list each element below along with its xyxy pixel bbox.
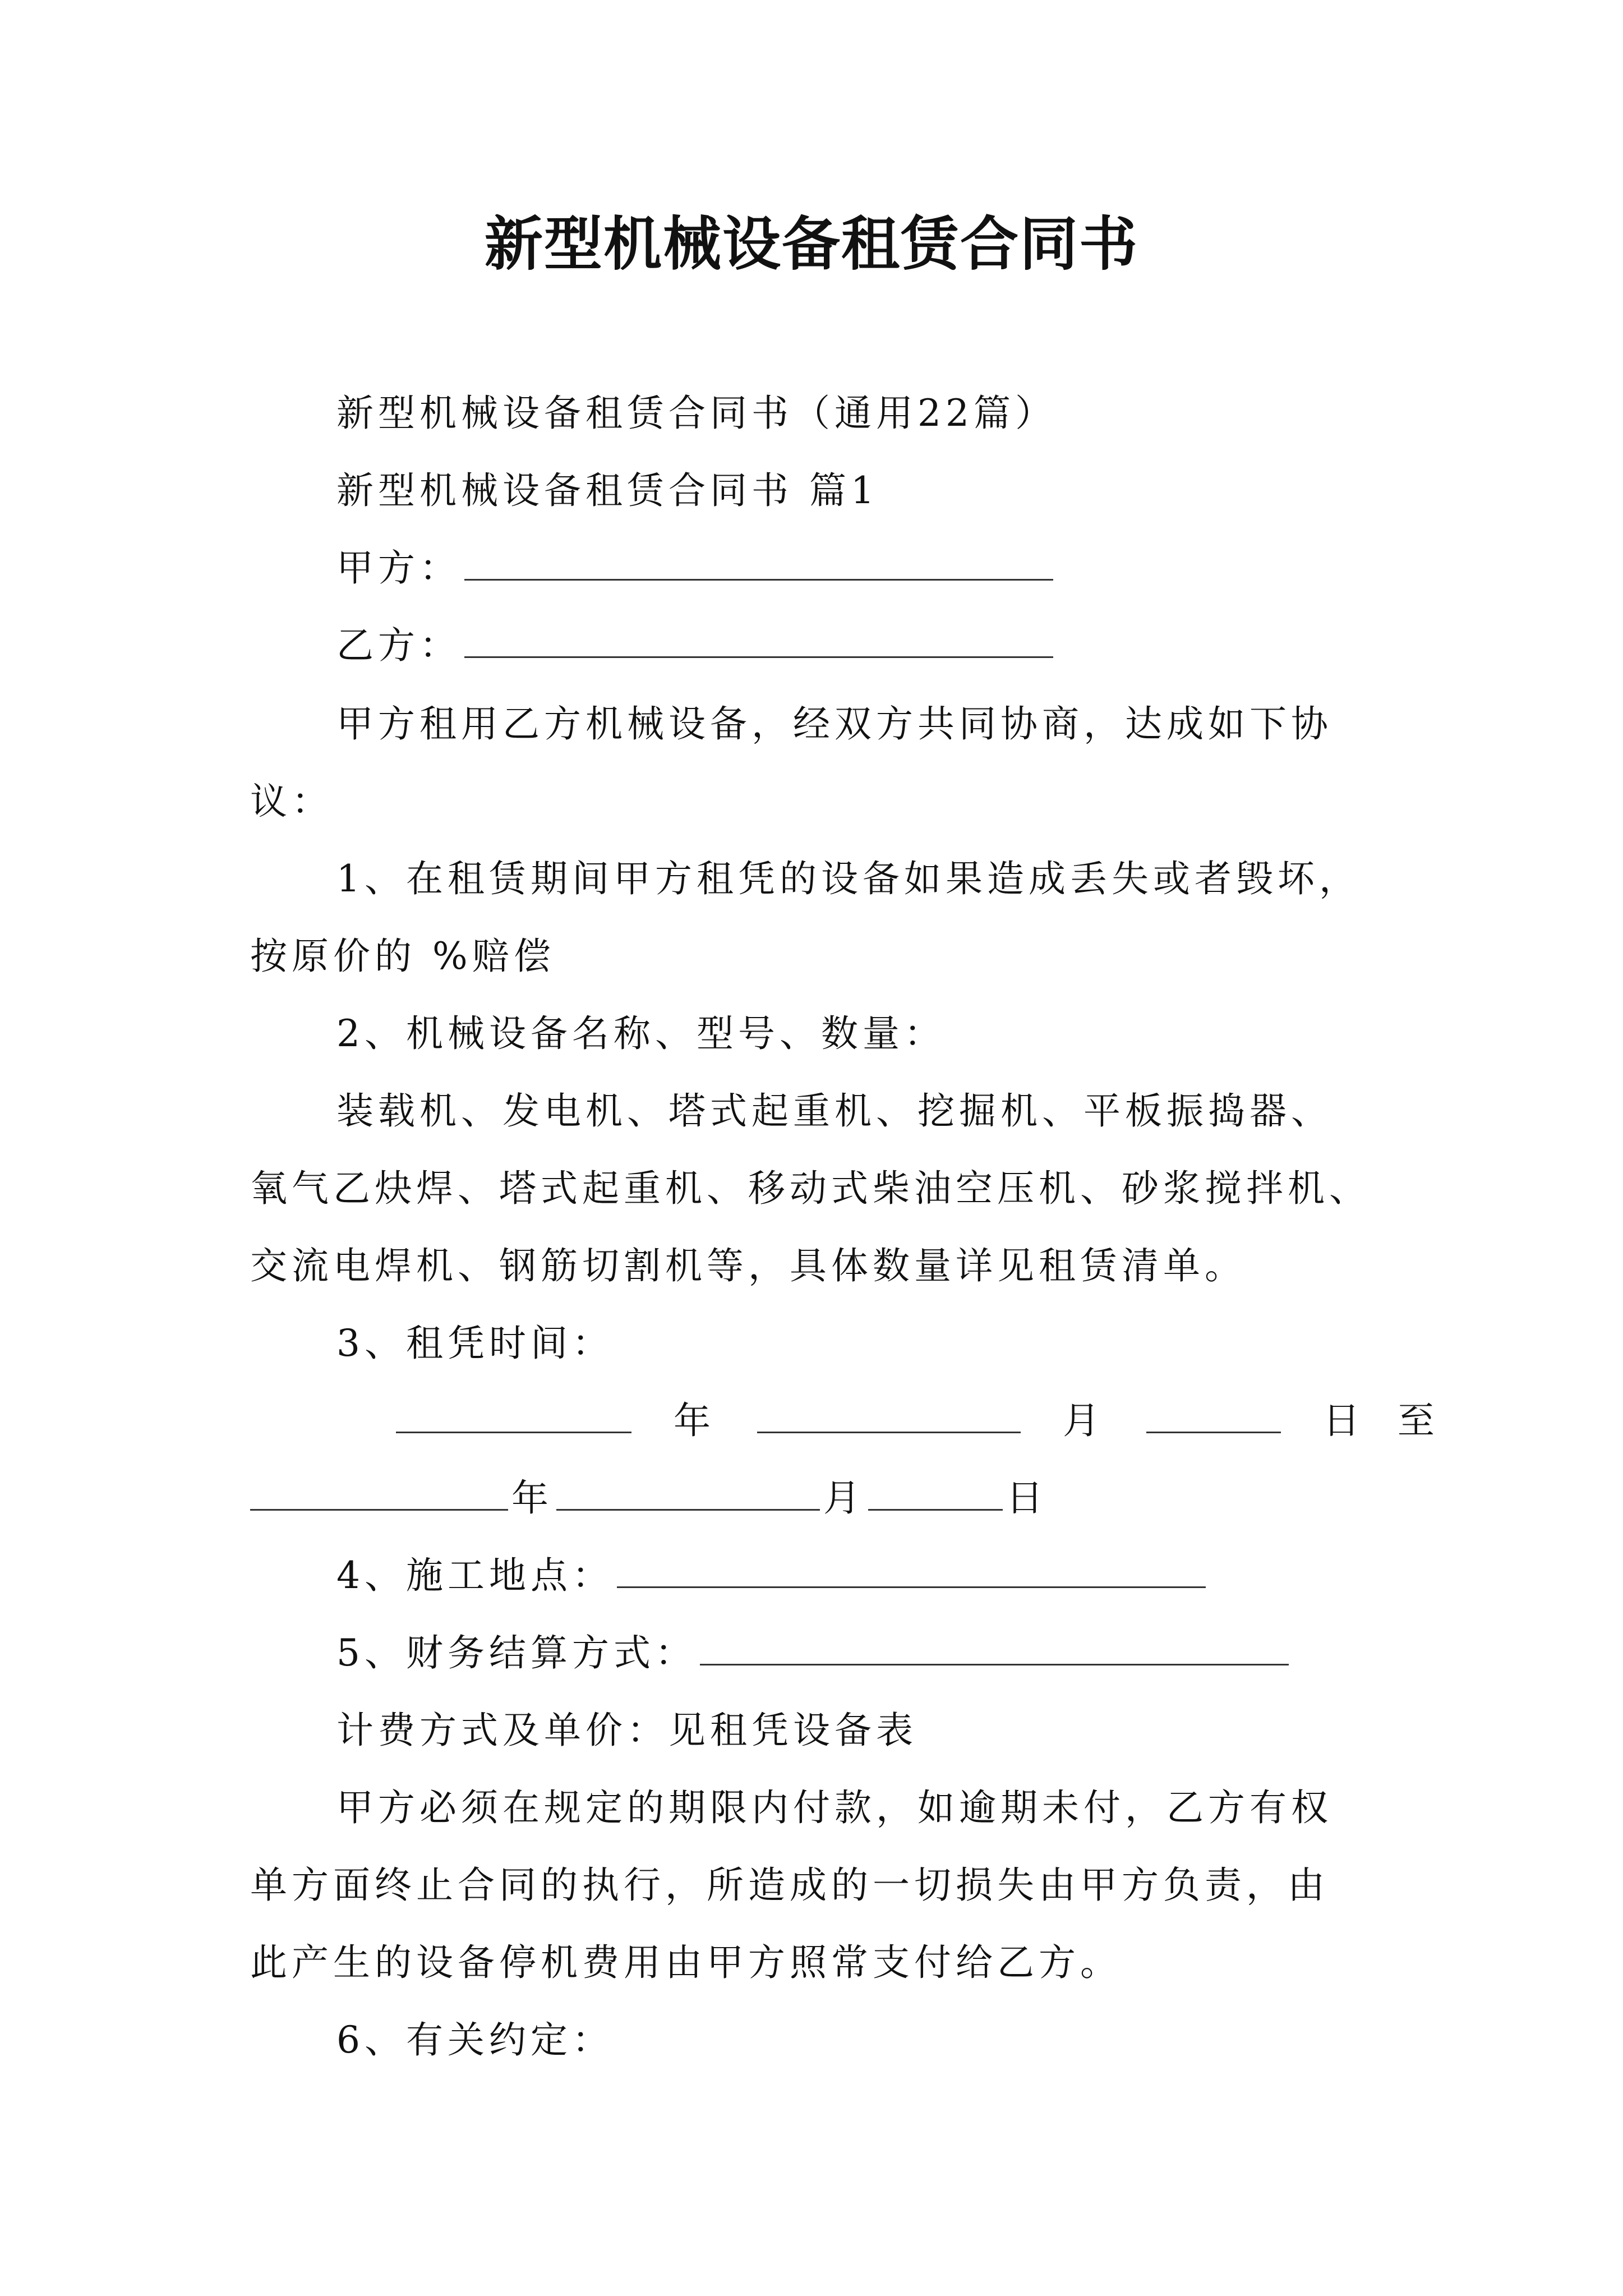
pricing-line: 计费方式及单价：见租凭设备表 [336, 1709, 917, 1752]
end-year-blank [250, 1478, 508, 1511]
date-start-row [393, 1382, 1439, 1460]
end-day-label: 日 [1006, 1476, 1048, 1520]
clause5-label: 5、财务结算方式： [336, 1631, 697, 1674]
end-year-label: 年 [511, 1476, 553, 1520]
payment-line-1: 甲方必须在规定的期限内付款，如逾期未付，乙方有权 [336, 1786, 1332, 1829]
intro-line-2: 议： [250, 780, 333, 823]
payment-line-2: 单方面终止合同的执行，所造成的一切损失由甲方负责，由 [250, 1864, 1329, 1907]
clause4-label: 4、施工地点： [336, 1554, 614, 1597]
start-month-label: 月 [1062, 1399, 1104, 1442]
start-month-blank [757, 1400, 1021, 1433]
section-heading: 新型机械设备租赁合同书 篇1 [336, 469, 879, 512]
settlement-blank [700, 1632, 1289, 1665]
end-month-label: 月 [823, 1476, 865, 1520]
party-b-label: 乙方： [336, 624, 461, 667]
end-day-blank [868, 1478, 1003, 1511]
date-to-label: 至 [1397, 1399, 1439, 1442]
payment-line-3: 此产生的设备停机费用由甲方照常支付给乙方。 [250, 1941, 1122, 1984]
clause1-line-2: 按原价的 %赔偿 [250, 935, 555, 978]
clause5-row [336, 1614, 1292, 1692]
clause2-line-2: 氧气乙炔焊、塔式起重机、移动式柴油空压机、砂浆搅拌机、 [250, 1167, 1371, 1210]
clause4-row [336, 1537, 1209, 1614]
end-month-blank [556, 1478, 820, 1511]
date-end-row [250, 1460, 1048, 1537]
party-a-row [336, 530, 1057, 607]
start-year-label: 年 [673, 1399, 715, 1442]
clause2-line-1: 装载机、发电机、塔式起重机、挖掘机、平板振捣器、 [336, 1089, 1332, 1133]
intro-line-1: 甲方租用乙方机械设备，经双方共同协商，达成如下协 [336, 702, 1332, 746]
party-b-row [336, 607, 1057, 684]
party-b-blank [464, 625, 1053, 658]
clause2-heading: 2、机械设备名称、型号、数量： [336, 1012, 946, 1055]
party-a-blank [464, 547, 1053, 581]
party-a-label: 甲方： [336, 546, 461, 590]
document-title: 新型机械设备租赁合同书 [484, 209, 1138, 278]
document-subtitle: 新型机械设备租赁合同书（通用22篇） [336, 392, 1057, 435]
site-blank [617, 1555, 1206, 1588]
start-day-blank [1146, 1400, 1281, 1433]
clause6-heading: 6、有关约定： [336, 2018, 614, 2062]
start-day-label: 日 [1322, 1399, 1364, 1442]
clause2-line-3: 交流电焊机、钢筋切割机等，具体数量详见租赁清单。 [250, 1244, 1246, 1287]
start-year-blank [396, 1400, 631, 1433]
clause3-heading: 3、租凭时间： [336, 1322, 614, 1365]
clause1-line-1: 1、在租赁期间甲方租凭的设备如果造成丢失或者毁坏， [336, 857, 1361, 900]
